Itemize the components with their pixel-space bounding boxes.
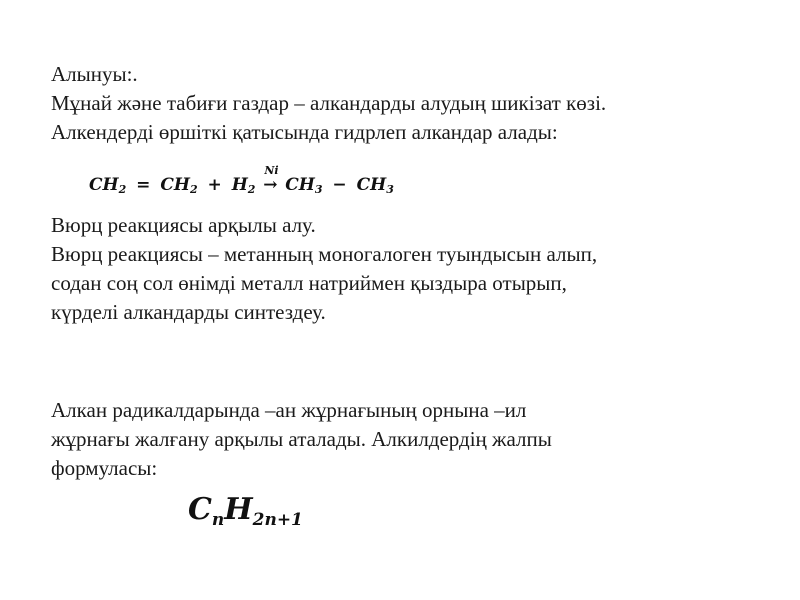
reactant-ch2-b: $CH_2$: [160, 175, 198, 196]
reactant-ch2-a: $CH_2$: [89, 175, 127, 196]
catalyst-label: Ni: [264, 164, 279, 177]
wurtz-text-block: [51, 211, 597, 327]
double-bond-sign: =: [136, 175, 151, 195]
intro-line-hydrogenation: Алкендерді өршіткі қатысында гидрлеп алкандар алады:: [51, 120, 558, 144]
wurtz-line-1: Вюрц реакциясы – метанның моногалоген туындысын алып,: [51, 242, 598, 266]
plus-sign: +: [207, 175, 222, 195]
wurtz-line-2: содан соң сол өнімді металл натриймен қыздыра отырып,: [51, 271, 567, 295]
product-ch3-b: $CH_3$: [356, 175, 394, 196]
formula-hydrogen: $H_{2n+1}$: [224, 492, 303, 530]
reactant-h2: $H_2$: [231, 175, 256, 196]
intro-line-sources: Мұнай және табиғи газдар – алкандарды алудың шикізат көзі.: [51, 91, 607, 115]
radical-line-2: жұрнағы жалғану арқылы аталады. Алкилдердің жалпы: [51, 427, 552, 451]
product-ch3-a: $CH_3$: [285, 175, 323, 196]
radical-line-1: Алкан радикалдарында –ан жұрнағының орнына –ил: [51, 398, 527, 422]
radical-text-block: [51, 396, 552, 483]
hydrogenation-equation: [89, 164, 394, 203]
wurtz-heading: Вюрц реакциясы арқылы алу.: [51, 213, 316, 237]
alkyl-general-formula: [188, 490, 303, 540]
intro-heading: Алынуы:.: [51, 62, 138, 86]
single-bond-dash: −: [332, 175, 347, 195]
reaction-arrow: Ni →: [261, 172, 279, 198]
wurtz-line-3: күрделі алкандарды синтездеу.: [51, 300, 326, 324]
intro-text-block: [51, 60, 606, 147]
formula-carbon: $C_n$: [188, 492, 225, 530]
radical-line-3: формуласы:: [51, 456, 158, 480]
